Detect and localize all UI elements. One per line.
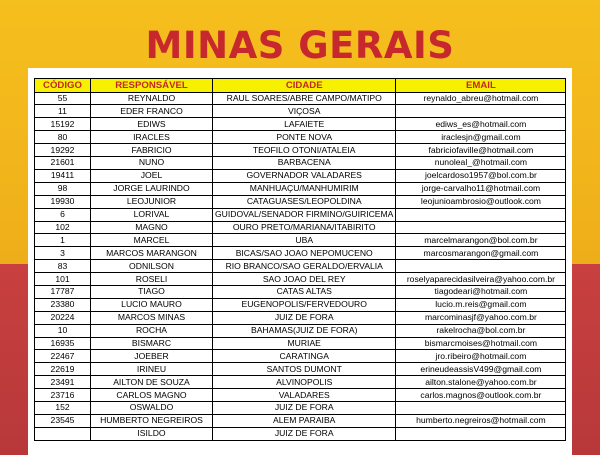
table-row [35, 92, 566, 105]
cell-cidade: CATAS ALTAS [213, 285, 396, 298]
table-row [35, 337, 566, 350]
cell-cidade: RAUL SOARES/ABRE CAMPO/MATIPO [213, 92, 396, 105]
table-row [35, 221, 566, 234]
table-row [35, 427, 566, 440]
cell-responsavel: BISMARC [91, 337, 213, 350]
cell-codigo: 80 [35, 131, 91, 144]
cell-responsavel: FABRICIO [91, 144, 213, 157]
cell-responsavel: HUMBERTO NEGREIROS [91, 414, 213, 427]
table-row [35, 234, 566, 247]
cell-codigo: 3 [35, 247, 91, 260]
table-row [35, 285, 566, 298]
cell-codigo: 20224 [35, 311, 91, 324]
cell-cidade: BAHAMAS(JUIZ DE FORA) [213, 324, 396, 337]
cell-responsavel: JORGE LAURINDO [91, 182, 213, 195]
cell-responsavel: OSWALDO [91, 401, 213, 414]
header-codigo: CÓDIGO [35, 79, 91, 93]
cell-codigo: 17787 [35, 285, 91, 298]
cell-cidade: CARATINGA [213, 350, 396, 363]
cell-email: fabriciofaville@hotmail.com [396, 144, 566, 157]
cell-email: leojunioambrosio@outlook.com [396, 195, 566, 208]
cell-email: roselyaparecidasilveira@yahoo.com.br [396, 273, 566, 286]
table-row [35, 414, 566, 427]
cell-email [396, 105, 566, 118]
cell-codigo: 19292 [35, 144, 91, 157]
table-row [35, 131, 566, 144]
cell-email: jorge-carvalho11@hotmail.com [396, 182, 566, 195]
cell-email: rakelrocha@bol.com.br [396, 324, 566, 337]
cell-cidade: VALADARES [213, 389, 396, 402]
cell-responsavel: AILTON DE SOUZA [91, 376, 213, 389]
table-row [35, 118, 566, 131]
cell-codigo: 15192 [35, 118, 91, 131]
cell-responsavel: ROSELI [91, 273, 213, 286]
cell-responsavel: ROCHA [91, 324, 213, 337]
cell-email: lucio.m.reis@gmail.com [396, 298, 566, 311]
cell-responsavel: MARCOS MINAS [91, 311, 213, 324]
table-row [35, 208, 566, 221]
table-row [35, 389, 566, 402]
table-row [35, 182, 566, 195]
cell-responsavel: EDER FRANCO [91, 105, 213, 118]
cell-responsavel: MAGNO [91, 221, 213, 234]
cell-responsavel: IRACLES [91, 131, 213, 144]
table-row [35, 195, 566, 208]
cell-email: jro.ribeiro@hotmail.com [396, 350, 566, 363]
cell-cidade: EUGENOPOLIS/FERVEDOURO [213, 298, 396, 311]
cell-codigo: 83 [35, 260, 91, 273]
cell-responsavel: CARLOS MAGNO [91, 389, 213, 402]
cell-responsavel: ODNILSON [91, 260, 213, 273]
cell-cidade: BICAS/SAO JOAO NEPOMUCENO [213, 247, 396, 260]
table-row [35, 157, 566, 170]
table-row [35, 260, 566, 273]
cell-email: bismarcmoises@hotmail.com [396, 337, 566, 350]
table-row [35, 376, 566, 389]
cell-responsavel: LUCIO MAURO [91, 298, 213, 311]
cell-email [396, 208, 566, 221]
cell-codigo: 21601 [35, 157, 91, 170]
cell-cidade: MURIAE [213, 337, 396, 350]
cell-email: tiagodeari@hotmail.com [396, 285, 566, 298]
cell-responsavel: ISILDO [91, 427, 213, 440]
cell-cidade: VIÇOSA [213, 105, 396, 118]
cell-email [396, 221, 566, 234]
table-row [35, 298, 566, 311]
cell-codigo: 102 [35, 221, 91, 234]
cell-codigo: 152 [35, 401, 91, 414]
cell-codigo: 55 [35, 92, 91, 105]
cell-codigo: 16935 [35, 337, 91, 350]
cell-cidade: OURO PRETO/MARIANA/ITABIRITO [213, 221, 396, 234]
cell-codigo: 98 [35, 182, 91, 195]
cell-codigo: 11 [35, 105, 91, 118]
cell-cidade: GOVERNADOR VALADARES [213, 169, 396, 182]
cell-cidade: BARBACENA [213, 157, 396, 170]
cell-email: humberto.negreiros@hotmail.com [396, 414, 566, 427]
cell-codigo: 19930 [35, 195, 91, 208]
cell-codigo: 10 [35, 324, 91, 337]
cell-responsavel: EDIWS [91, 118, 213, 131]
cell-responsavel: LORIVAL [91, 208, 213, 221]
cell-email [396, 427, 566, 440]
table-row [35, 401, 566, 414]
cell-cidade: JUIZ DE FORA [213, 311, 396, 324]
page-title: MINAS GERAIS [145, 24, 455, 67]
cell-cidade: JUIZ DE FORA [213, 427, 396, 440]
cell-cidade: UBA [213, 234, 396, 247]
cell-codigo: 6 [35, 208, 91, 221]
table-body [35, 92, 566, 440]
table-row [35, 169, 566, 182]
cell-email: ailton.stalone@yahoo.com.br [396, 376, 566, 389]
cell-cidade: ALEM PARAIBA [213, 414, 396, 427]
cell-email: nunoleal_@hotmail.com [396, 157, 566, 170]
cell-responsavel: JOEL [91, 169, 213, 182]
cell-cidade: LAFAIETE [213, 118, 396, 131]
cell-email: marcominasjf@yahoo.com.br [396, 311, 566, 324]
cell-cidade: SAO JOAO DEL REY [213, 273, 396, 286]
cell-responsavel: TIAGO [91, 285, 213, 298]
cell-cidade: ALVINOPOLIS [213, 376, 396, 389]
header-cidade: CIDADE [213, 79, 396, 93]
cell-codigo: 23545 [35, 414, 91, 427]
cell-codigo: 23716 [35, 389, 91, 402]
cell-responsavel: NUNO [91, 157, 213, 170]
cell-codigo: 19411 [35, 169, 91, 182]
table-row [35, 324, 566, 337]
table-row [35, 247, 566, 260]
contacts-table [34, 78, 566, 441]
cell-cidade: TEOFILO OTONI/ATALEIA [213, 144, 396, 157]
cell-codigo: 101 [35, 273, 91, 286]
cell-cidade: MANHUAÇU/MANHUMIRIM [213, 182, 396, 195]
cell-email [396, 401, 566, 414]
cell-email: reynaldo_abreu@hotmail.com [396, 92, 566, 105]
header-responsavel: RESPONSÁVEL [91, 79, 213, 93]
table-row [35, 363, 566, 376]
cell-email: iraclesjn@gmail.com [396, 131, 566, 144]
cell-codigo [35, 427, 91, 440]
cell-cidade: JUIZ DE FORA [213, 401, 396, 414]
cell-email: marcelmarangon@bol.com.br [396, 234, 566, 247]
cell-codigo: 1 [35, 234, 91, 247]
cell-cidade: CATAGUASES/LEOPOLDINA [213, 195, 396, 208]
cell-codigo: 23380 [35, 298, 91, 311]
cell-email [396, 260, 566, 273]
cell-email: marcosmarangon@gmail.com [396, 247, 566, 260]
cell-responsavel: LEOJUNIOR [91, 195, 213, 208]
cell-email: erineudeassisV499@gmail.com [396, 363, 566, 376]
cell-responsavel: IRINEU [91, 363, 213, 376]
table-row [35, 144, 566, 157]
table-row [35, 105, 566, 118]
table-row [35, 311, 566, 324]
cell-responsavel: MARCOS MARANGON [91, 247, 213, 260]
cell-responsavel: MARCEL [91, 234, 213, 247]
table-row [35, 273, 566, 286]
cell-cidade: PONTE NOVA [213, 131, 396, 144]
cell-cidade: GUIDOVAL/SENADOR FIRMINO/GUIRICEMA [213, 208, 396, 221]
cell-email: ediws_es@hotmail.com [396, 118, 566, 131]
cell-responsavel: JOEBER [91, 350, 213, 363]
table-header-row [35, 79, 566, 93]
cell-responsavel: REYNALDO [91, 92, 213, 105]
header-email: EMAIL [396, 79, 566, 93]
table-row [35, 350, 566, 363]
cell-codigo: 22619 [35, 363, 91, 376]
cell-codigo: 23491 [35, 376, 91, 389]
cell-cidade: RIO BRANCO/SAO GERALDO/ERVALIA [213, 260, 396, 273]
cell-email: joelcardoso1957@bol.com.br [396, 169, 566, 182]
spreadsheet-panel [28, 68, 572, 455]
cell-email: carlos.magnos@outlook.com.br [396, 389, 566, 402]
cell-cidade: SANTOS DUMONT [213, 363, 396, 376]
cell-codigo: 22467 [35, 350, 91, 363]
